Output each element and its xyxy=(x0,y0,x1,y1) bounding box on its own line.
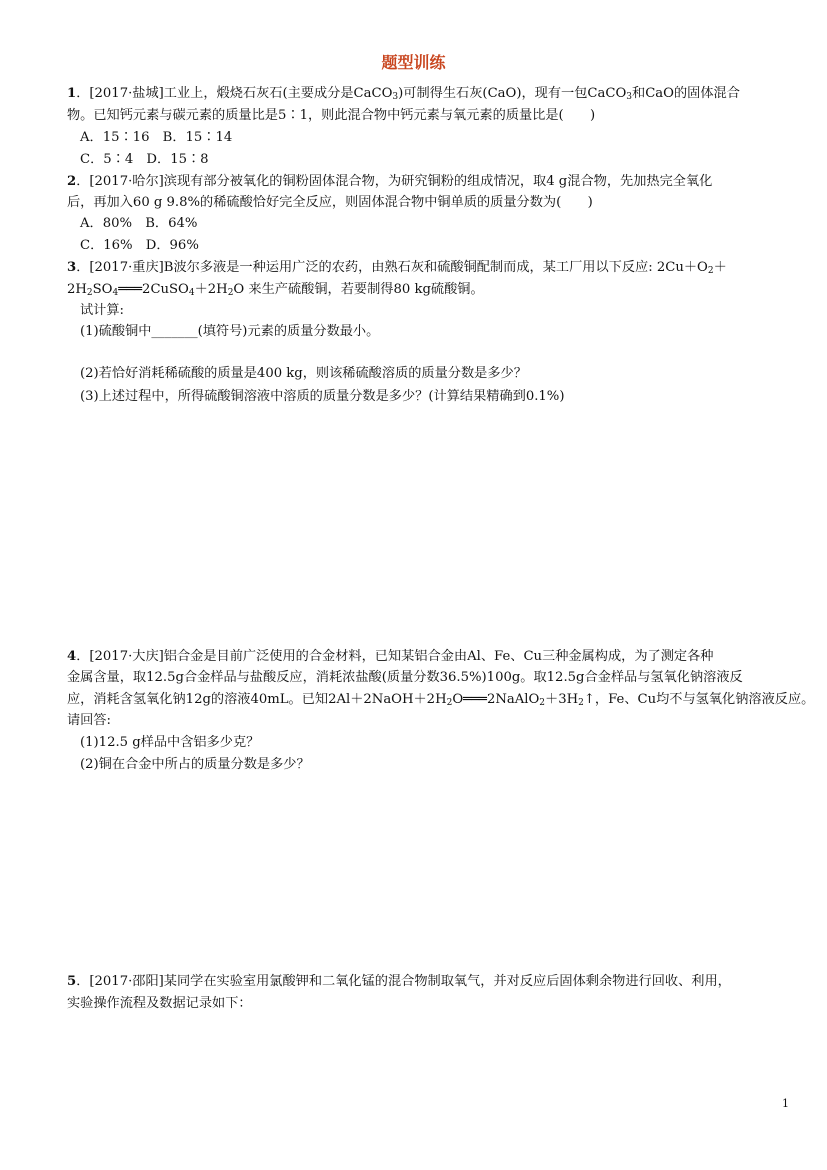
q2-options-ab: A．80% B．64% xyxy=(80,216,198,231)
page-number: 1 xyxy=(782,1097,789,1110)
q1-line-2: 物。已知钙元素与碳元素的质量比是5∶1，则此混合物中钙元素与氧元素的质量比是( ) xyxy=(67,108,596,123)
q4-line-3: 应，消耗含氢氧化钠12g的溶液40mL。已知$2Al+2NaOH+2H_2O═══2NaAlO_2+3H_2↑$，Fe、Cu均不与氢氧化钠溶液反应。 xyxy=(67,692,815,708)
q3-try-label: 试计算: xyxy=(80,303,125,318)
q3-number: 3 xyxy=(67,260,77,275)
q4-part-1: (1)12.5 g样品中含铝多少克？ xyxy=(80,735,260,750)
q2-line-2: 后，再加入60 g 9.8%的稀硫酸恰好完全反应，则固体混合物中铜单质的质量分数为( ) xyxy=(67,195,593,210)
q2-line-1: 2．[2017·哈尔]滨现有部分被氧化的铜粉固体混合物，为研究铜粉的组成情况，取4 g混合物，先加热完全氧化 xyxy=(67,174,713,189)
q5-number: 5 xyxy=(67,974,77,989)
q1-number: 1 xyxy=(67,86,77,101)
q4-number: 4 xyxy=(67,649,77,664)
q2-number: 2 xyxy=(67,174,77,189)
q4-line-2: 金属含量，取12.5g合金样品与盐酸反应，消耗浓盐酸(质量分数36.5%)100g。取12.5g合金样品与氢氧化钠溶液反 xyxy=(67,670,743,685)
q1-options-ab: A．15∶16 B．15∶14 xyxy=(80,130,233,145)
q3-part-1: (1)硫酸铜中_______(填符号)元素的质量分数最小。 xyxy=(80,324,380,339)
q3-part-2: (2)若恰好消耗稀硫酸的质量是400 kg，则该稀硫酸溶质的质量分数是多少？ xyxy=(80,366,527,381)
q5-line-2: 实验操作流程及数据记录如下： xyxy=(67,996,252,1011)
q5-line-1: 5．[2017·邵阳]某同学在实验室用氯酸钾和二氧化锰的混合物制取氧气，并对反应后固体剩余物进行回收、利用， xyxy=(67,974,731,989)
q4-line-4: 请回答: xyxy=(67,713,112,728)
q3-line-2: $2H_2SO_4═══2CuSO_4+2H_2O$ 来生产硫酸铜，若要制得80 kg硫酸铜。 xyxy=(67,282,484,298)
q1-line-1: 1．[2017·盐城]工业上，煅烧石灰石(主要成分是CaCO$_3$)可制得生石灰(CaO)，现有一包CaCO$_3$和CaO的固体混合 xyxy=(67,86,740,102)
q4-line-1: 4．[2017·大庆]铝合金是目前广泛使用的合金材料，已知某铝合金由Al、Fe、Cu三种金属构成，为了测定各种 xyxy=(67,649,714,664)
q4-part-2: (2)铜在合金中所占的质量分数是多少？ xyxy=(80,757,310,772)
q3-line-1: 3．[2017·重庆]B波尔多液是一种运用广泛的农药，由熟石灰和硫酸铜配制而成，某工厂用以下反应: $2Cu+O_2+$ xyxy=(67,260,727,276)
page-title: 题型训练 xyxy=(381,53,446,72)
q1-options-cd: C．5∶4 D．15∶8 xyxy=(80,152,209,167)
q3-part-3: (3)上述过程中，所得硫酸铜溶液中溶质的质量分数是多少？(计算结果精确到0.1%) xyxy=(80,389,565,404)
q2-options-cd: C．16% D．96% xyxy=(80,238,199,253)
